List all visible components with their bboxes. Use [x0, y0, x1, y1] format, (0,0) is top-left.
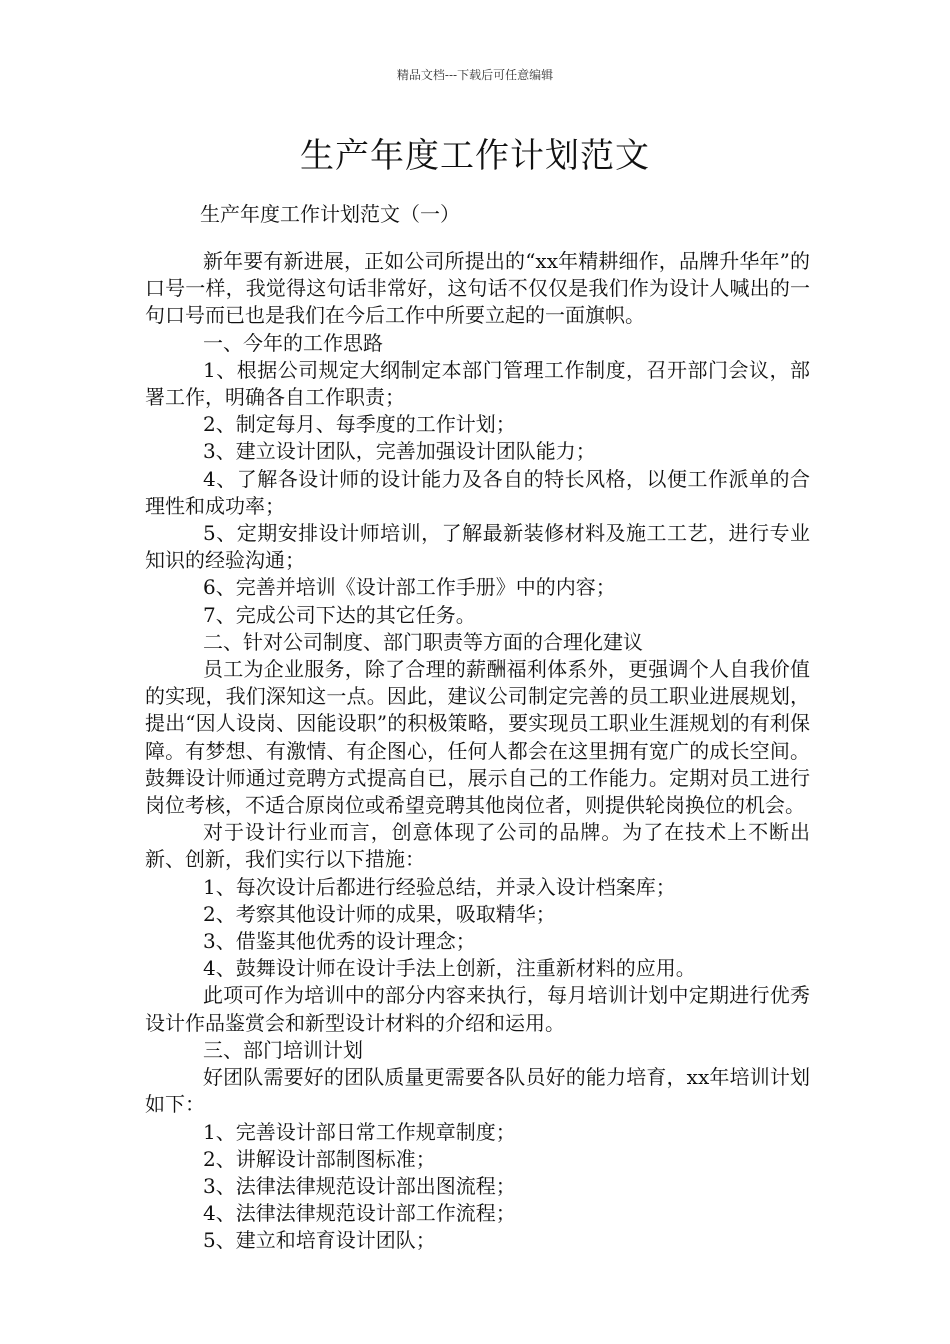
document-title: 生产年度工作计划范文: [300, 136, 650, 176]
section-heading: 二、针对公司制度、部门职责等方面的合理化建议: [203, 629, 643, 654]
list-item: 1、根据公司规定大纲制定本部门管理工作制度，召开部门会议，部署工作，明确各自工作职责；: [145, 357, 810, 410]
list-item: 7、完成公司下达的其它任务。: [203, 602, 476, 627]
page-header: 精品文档---下载后可任意编辑: [396, 68, 554, 82]
list-item: 1、完善设计部日常工作规章制度；: [203, 1119, 516, 1144]
list-item: 4、了解各设计师的设计能力及各自的特长风格，以便工作派单的合理性和成功率；: [145, 466, 810, 518]
list-item: 3、法律法律规范设计部出图流程；: [203, 1173, 516, 1198]
document-body: [145, 248, 810, 1255]
section-heading: 一、今年的工作思路: [203, 330, 383, 355]
list-item: 5、建立和培育设计团队；: [203, 1228, 436, 1253]
list-item: 1、每次设计后都进行经验总结，并录入设计档案库；: [203, 874, 676, 899]
paragraph: 员工为企业服务，除了合理的薪酬福利体系外，更强调个人自我价值的实现，我们深知这一点。因此，建议公司制定完善的员工职业进展规划，提出“因人设岗、因能设职”的积极策略，要实现员工职业生涯规划的有利保障。有梦想、有激情、有企图心，任何人都会在这里拥有宽广的成长空间。鼓舞设计师通过竞聘方式提高自已，展示自己的工作能力。定期对员工进行岗位考核，不适合原岗位或希望竞聘其他岗位者，则提供轮岗换位的机会。: [145, 657, 810, 818]
paragraph: 此项可作为培训中的部分内容来执行，每月培训计划中定期进行优秀设计作品鉴赏会和新型设计材料的介绍和运用。: [145, 983, 810, 1035]
list-item: 4、法律法律规范设计部工作流程；: [203, 1201, 516, 1226]
paragraph: 好团队需要好的团队质量更需要各队员好的能力培育，xx年培训计划如下：: [145, 1065, 810, 1117]
paragraph: 新年要有新进展，正如公司所提出的“xx年精耕细作，品牌升华年”的口号一样，我觉得这句话非常好，这句话不仅仅是我们作为设计人喊出的一句口号而已也是我们在今后工作中所要立起的一面旗帜。: [145, 249, 810, 328]
list-item: 2、考察其他设计师的成果，吸取精华；: [203, 901, 556, 926]
list-item: 2、制定每月、每季度的工作计划；: [203, 412, 516, 437]
list-item: 2、讲解设计部制图标准；: [203, 1146, 436, 1171]
list-item: 5、定期安排设计师培训，了解最新装修材料及施工工艺，进行专业知识的经验沟通；: [145, 521, 810, 573]
paragraph: 对于设计行业而言，创意体现了公司的品牌。为了在技术上不断出新、创新，我们实行以下措施：: [145, 820, 810, 872]
list-item: 6、完善并培训《设计部工作手册》中的内容；: [203, 575, 616, 600]
document-subtitle: 生产年度工作计划范文（一）: [200, 202, 460, 226]
section-heading: 三、部门培训计划: [203, 1037, 363, 1062]
list-item: 4、鼓舞设计师在设计手法上创新，注重新材料的应用。: [203, 956, 696, 981]
list-item: 3、建立设计团队，完善加强设计团队能力；: [203, 439, 596, 464]
list-item: 3、借鉴其他优秀的设计理念；: [203, 929, 476, 954]
